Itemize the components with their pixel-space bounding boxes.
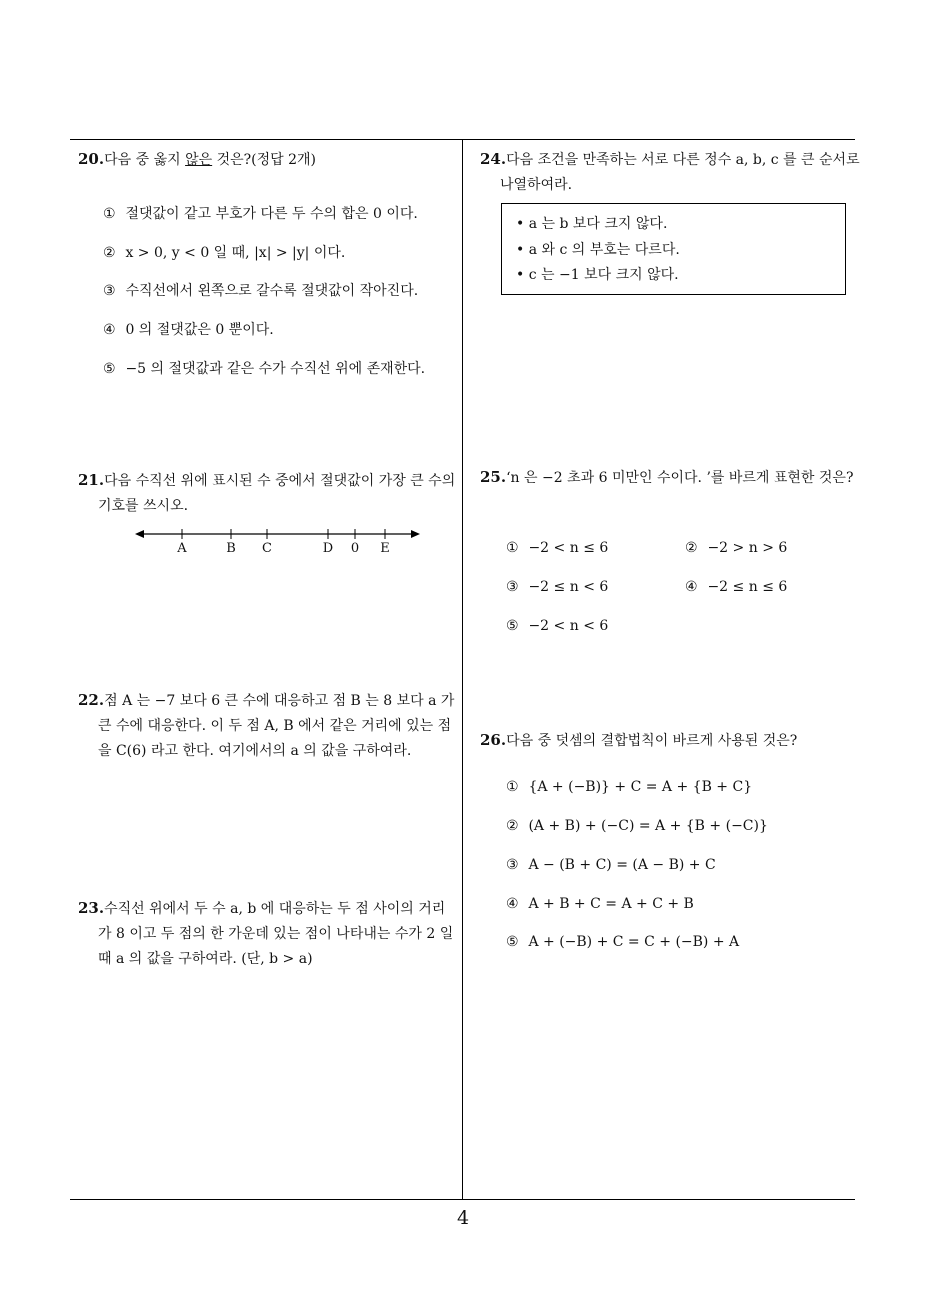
q26-choice-4[interactable]: ④ A + B + C = A + C + B — [506, 896, 694, 912]
label-C: C — [262, 541, 272, 556]
question-26 — [480, 728, 860, 754]
question-23 — [78, 896, 456, 972]
q26-choice-1[interactable]: ① {A + (−B)} + C = A + {B + C} — [506, 779, 753, 795]
q25-choice-2[interactable]: ② −2 > n > 6 — [685, 540, 788, 556]
column-divider — [462, 139, 463, 1200]
question-25-stem: 25.‘n 은 −2 초과 6 미만인 수이다. ’를 바르게 표현한 것은? — [480, 468, 854, 486]
condition-2: • a 와 c 의 부호는 다르다. — [516, 238, 845, 264]
question-20-stem: 20.다음 중 옳지 않은 것은?(정답 2개) — [78, 150, 317, 168]
conditions-box — [501, 203, 846, 295]
q20-choice-2[interactable]: ② x > 0, y < 0 일 때, |x| > |y| 이다. — [103, 245, 346, 261]
label-0: 0 — [350, 541, 360, 556]
question-21-stem: 21.다음 수직선 위에 표시된 수 중에서 절댓값이 가장 큰 수의 기호를 쓰시오. — [78, 471, 456, 514]
q25-choice-5[interactable]: ⑤ −2 < n < 6 — [506, 618, 609, 634]
question-23-stem: 23.수직선 위에서 두 수 a, b 에 대응하는 두 점 사이의 거리가 8 이고 두 점의 한 가운데 있는 점이 나타내는 수가 2 일 때 a 의 값을 구하여라. (단, b > a) — [78, 899, 454, 967]
q20-choice-1[interactable]: ① 절댓값이 같고 부호가 다른 두 수의 합은 0 이다. — [103, 206, 418, 222]
question-22-stem: 22.점 A 는 −7 보다 6 큰 수에 대응하고 점 B 는 8 보다 a 가 큰 수에 대응한다. 이 두 점 A, B 에서 같은 거리에 있는 점을 C(6) 라고 한다. 여기에서의 a 의 값을 구하여라. — [78, 691, 455, 759]
label-E: E — [380, 541, 390, 556]
label-A: A — [177, 541, 187, 556]
question-25 — [480, 465, 860, 491]
q26-choice-2[interactable]: ② (A + B) + (−C) = A + {B + (−C)} — [506, 818, 768, 834]
q25-choice-3[interactable]: ③ −2 ≤ n < 6 — [506, 579, 609, 595]
arrow-right-icon — [411, 530, 420, 538]
bottom-rule — [70, 1199, 855, 1200]
q20-choice-3[interactable]: ③ 수직선에서 왼쪽으로 갈수록 절댓값이 작아진다. — [103, 283, 419, 299]
number-line — [135, 524, 420, 560]
question-26-stem: 26.다음 중 덧셈의 결합법칙이 바르게 사용된 것은? — [480, 731, 798, 749]
q26-choice-5[interactable]: ⑤ A + (−B) + C = C + (−B) + A — [506, 934, 740, 950]
page-number: 4 — [456, 1207, 470, 1229]
label-B: B — [226, 541, 236, 556]
q20-choice-5[interactable]: ⑤ −5 의 절댓값과 같은 수가 수직선 위에 존재한다. — [103, 361, 426, 377]
question-20 — [78, 147, 458, 173]
label-D: D — [322, 541, 334, 556]
q25-choice-4[interactable]: ④ −2 ≤ n ≤ 6 — [685, 579, 788, 595]
arrow-left-icon — [135, 530, 144, 538]
condition-1: • a 는 b 보다 크지 않다. — [516, 212, 845, 238]
q20-choice-4[interactable]: ④ 0 의 절댓값은 0 뿐이다. — [103, 322, 274, 338]
question-24 — [480, 147, 860, 198]
question-22 — [78, 688, 456, 764]
q26-choice-3[interactable]: ③ A − (B + C) = (A − B) + C — [506, 857, 716, 873]
question-21 — [78, 468, 456, 519]
question-24-stem: 24.다음 조건을 만족하는 서로 다른 정수 a, b, c 를 큰 순서로 나열하여라. — [480, 150, 860, 193]
condition-3: • c 는 −1 보다 크지 않다. — [516, 263, 845, 289]
q25-choice-1[interactable]: ① −2 < n ≤ 6 — [506, 540, 609, 556]
